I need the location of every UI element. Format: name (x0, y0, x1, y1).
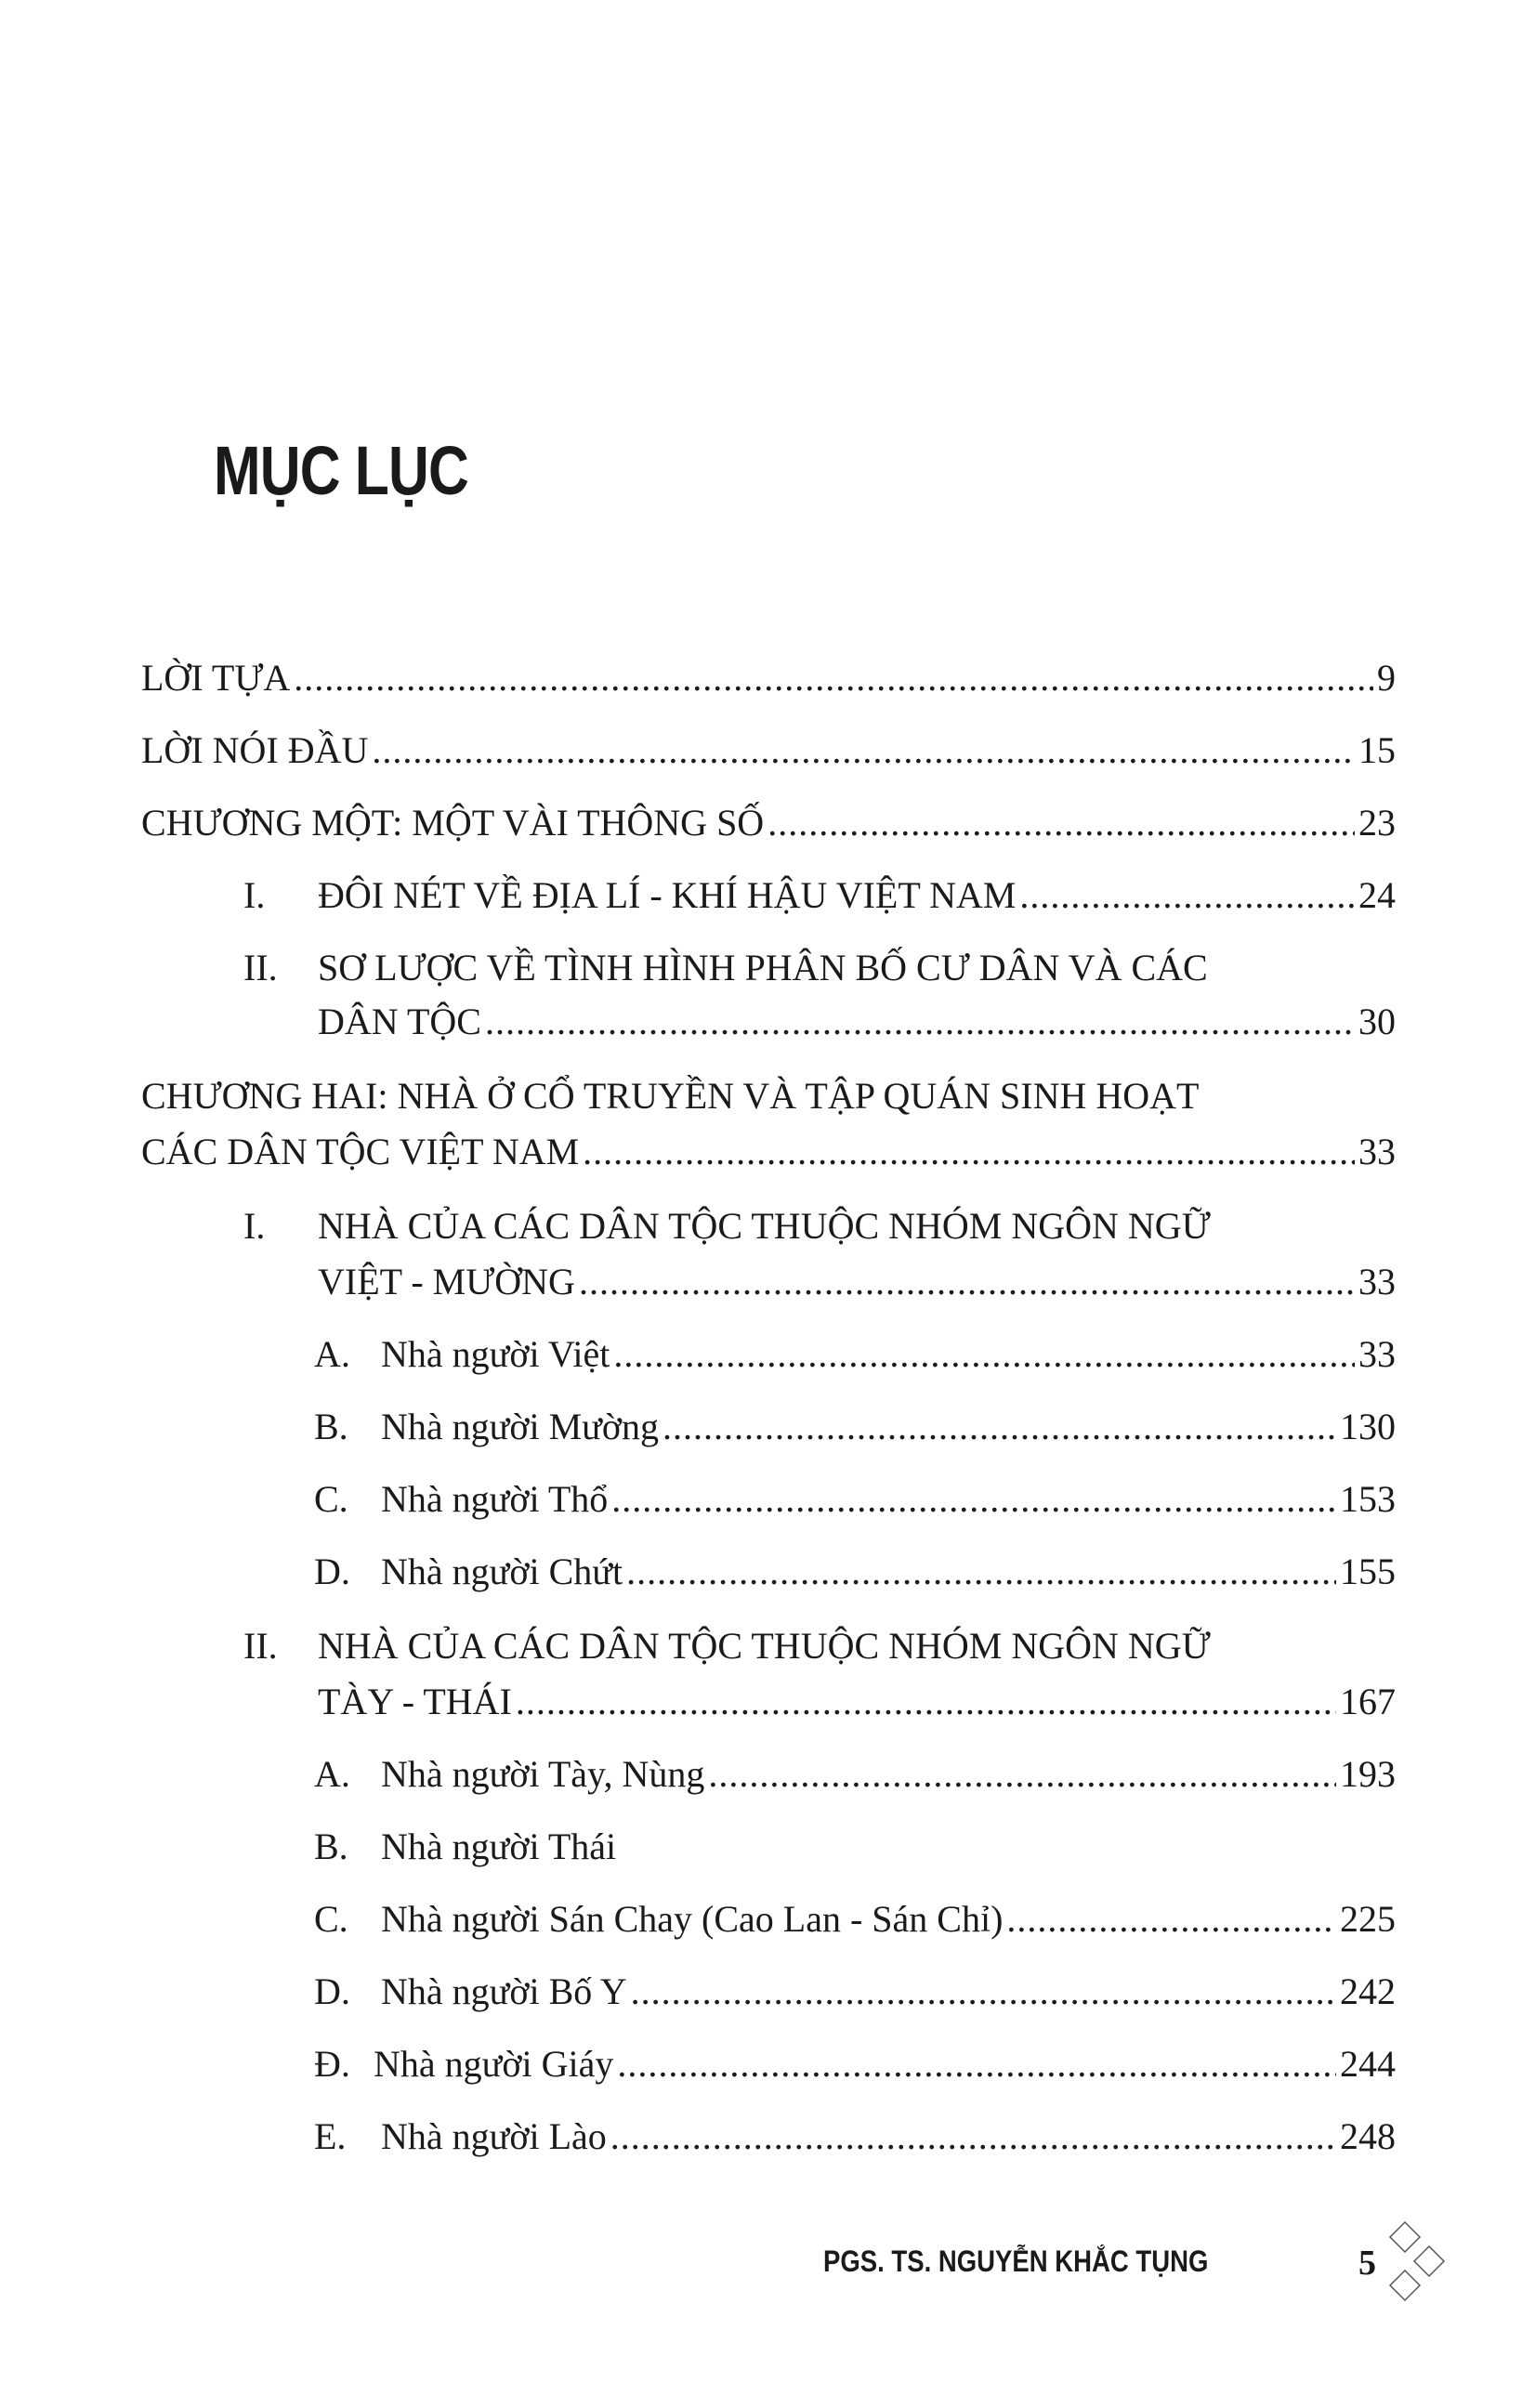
toc-leader (372, 723, 1355, 779)
toc-entry-page: 167 (1340, 1681, 1396, 1722)
toc-entry[interactable] (141, 1068, 1396, 1124)
toc-entry-title: CHƯƠNG HAI: NHÀ Ở CỔ TRUYỀN VÀ TẬP QUÁN SINH HOẠT (141, 1075, 1200, 1117)
toc-entry-number: A. (314, 1333, 350, 1375)
toc-entry-page: 193 (1340, 1753, 1396, 1795)
toc-entry[interactable] (314, 1819, 1396, 1875)
footer-page-number: 5 (1358, 2244, 1376, 2283)
toc-entry[interactable] (318, 994, 1396, 1050)
toc-entry-title: LỜI NÓI ĐẦU (141, 729, 369, 771)
toc-entry-page: 23 (1358, 802, 1396, 844)
toc-entry-page: 33 (1358, 1261, 1396, 1302)
toc-entry[interactable] (314, 1964, 1396, 2020)
toc-leader (610, 2109, 1336, 2165)
toc-entry[interactable] (314, 2036, 1396, 2092)
toc-entry[interactable] (318, 1254, 1396, 1310)
toc-entry-page: 130 (1340, 1406, 1396, 1447)
toc-entry-title: CÁC DÂN TỘC VIỆT NAM (141, 1131, 580, 1172)
toc-entry-title: Nhà người Thái (381, 1826, 617, 1867)
toc-entry-page: 33 (1358, 1333, 1396, 1375)
toc-entry-title: Nhà người Thổ (381, 1478, 609, 1520)
toc-entry-title: Nhà người Chứt (381, 1551, 623, 1592)
toc-entry[interactable] (141, 1124, 1396, 1180)
toc-entry-number: II. (243, 947, 278, 988)
toc-leader (613, 1327, 1355, 1382)
toc-leader (485, 994, 1355, 1050)
toc-leader (663, 1399, 1336, 1455)
toc-entry-title: NHÀ CỦA CÁC DÂN TỘC THUỘC NHÓM NGÔN NGỮ (318, 1205, 1211, 1247)
toc-entry-number: C. (314, 1478, 348, 1520)
toc-entry-title: SƠ LƯỢC VỀ TÌNH HÌNH PHÂN BỐ CƯ DÂN VÀ CÁC (318, 947, 1208, 988)
toc-entry-title: LỜI TỰA (141, 657, 291, 699)
toc-entry-number: E. (314, 2115, 347, 2157)
toc-entry[interactable] (314, 1399, 1396, 1455)
toc-entry[interactable] (314, 2109, 1396, 2165)
toc-entry-title: Nhà người Sán Chay (Cao Lan - Sán Chỉ) (381, 1898, 1004, 1940)
toc-entry-title: Nhà người Việt (381, 1333, 610, 1375)
toc-leader (611, 1472, 1336, 1527)
toc-entry-title: ĐÔI NÉT VỀ ĐỊA LÍ - KHÍ HẬU VIỆT NAM (318, 874, 1017, 916)
page-title: MỤC LỤC (214, 432, 469, 509)
toc-leader (1006, 1891, 1336, 1947)
toc-entry-page: 225 (1340, 1898, 1396, 1940)
toc-leader (294, 650, 1373, 706)
toc-entry[interactable] (243, 1618, 1396, 1674)
toc-entry-page: 33 (1358, 1131, 1396, 1172)
toc-entry[interactable] (141, 723, 1396, 779)
toc-entry-page: 248 (1340, 2115, 1396, 2157)
toc-entry-title: VIỆT - MƯỜNG (318, 1261, 575, 1302)
toc-entry-title: Nhà người Giáy (374, 2043, 614, 2085)
toc-leader (579, 1254, 1355, 1310)
toc-entry-number: C. (314, 1898, 348, 1940)
diamond-ornament-icon (1384, 2217, 1459, 2310)
toc-leader (768, 795, 1355, 851)
toc-entry-page: 153 (1340, 1478, 1396, 1520)
toc-entry-number: D. (314, 1970, 350, 2012)
toc-entry-page: 244 (1340, 2043, 1396, 2085)
toc-leader (583, 1124, 1355, 1180)
toc-entry[interactable] (243, 1198, 1396, 1254)
toc-entry-page: 9 (1377, 657, 1396, 699)
toc-entry-number: I. (243, 1205, 266, 1247)
toc-entry-number: B. (314, 1406, 348, 1447)
toc-entry-title: Nhà người Mường (381, 1406, 659, 1447)
toc-entry[interactable] (318, 1674, 1396, 1730)
toc-entry-number: A. (314, 1753, 350, 1795)
toc-leader (617, 2036, 1336, 2092)
toc-leader (626, 1544, 1336, 1600)
toc-entry-page: 24 (1358, 874, 1396, 916)
toc-entry[interactable] (314, 1472, 1396, 1527)
toc-leader (516, 1674, 1336, 1730)
toc-leader (631, 1964, 1336, 2020)
toc-entry-number: II. (243, 1625, 278, 1667)
toc-entry[interactable] (314, 1327, 1396, 1382)
toc-leader (1019, 868, 1355, 923)
toc-leader (708, 1747, 1336, 1802)
toc-entry-title: NHÀ CỦA CÁC DÂN TỘC THUỘC NHÓM NGÔN NGỮ (318, 1625, 1211, 1667)
toc-entry[interactable] (314, 1891, 1396, 1947)
toc-entry-title: CHƯƠNG MỘT: MỘT VÀI THÔNG SỐ (141, 802, 765, 844)
toc-entry[interactable] (314, 1747, 1396, 1802)
toc-entry-title: Nhà người Lào (381, 2115, 607, 2157)
toc-entry-page: 30 (1358, 1001, 1396, 1042)
toc-entry[interactable] (141, 650, 1396, 706)
toc-entry-page: 242 (1340, 1970, 1396, 2012)
toc-entry-page: 15 (1358, 729, 1396, 771)
toc-entry-number: D. (314, 1551, 350, 1592)
toc-entry-number: I. (243, 874, 266, 916)
toc-entry-title: Nhà người Bố Y (381, 1970, 627, 2012)
footer-author: PGS. TS. NGUYỄN KHẮC TỤNG (823, 2244, 1209, 2278)
toc-entry-number: B. (314, 1826, 348, 1867)
toc-entry[interactable] (243, 868, 1396, 923)
toc-entry[interactable] (314, 1544, 1396, 1600)
toc-entry[interactable] (141, 795, 1396, 851)
toc-entry-title: Nhà người Tày, Nùng (381, 1753, 705, 1795)
toc-entry-page: 155 (1340, 1551, 1396, 1592)
toc-entry-title: DÂN TỘC (318, 1001, 481, 1042)
toc-entry-number: Đ. (314, 2043, 350, 2085)
toc-entry-title: TÀY - THÁI (318, 1681, 512, 1722)
toc-entry[interactable] (243, 940, 1396, 996)
